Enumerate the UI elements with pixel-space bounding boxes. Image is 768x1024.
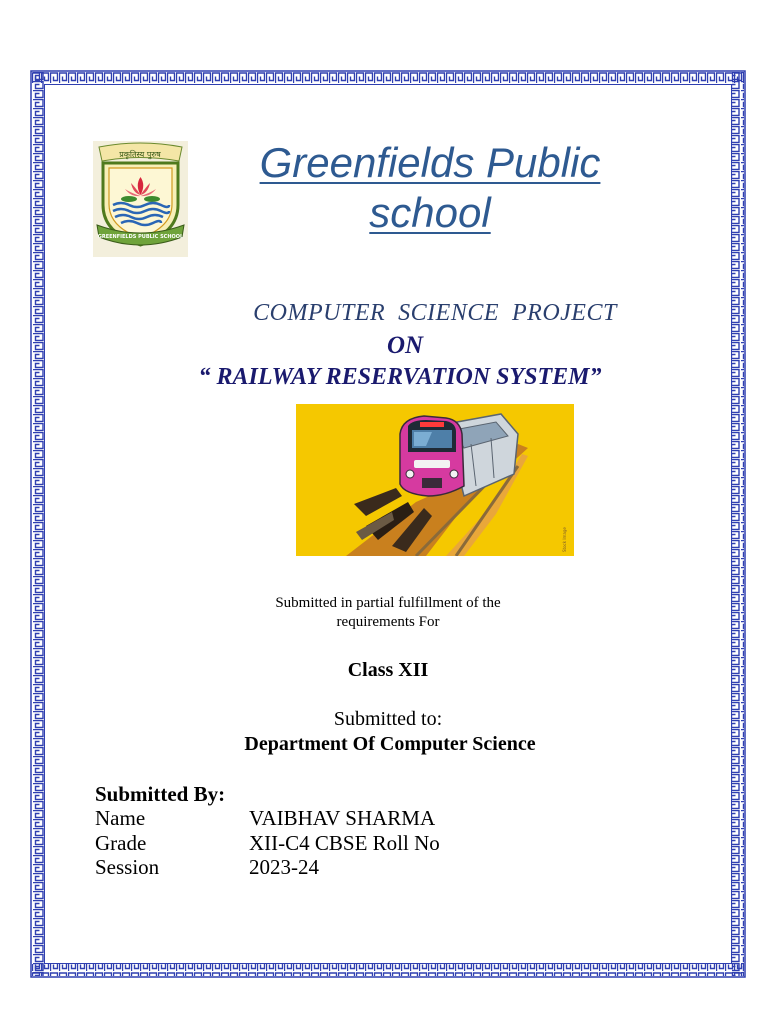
info-label: Grade [95,831,147,855]
student-info-row-grade [95,831,515,856]
project-heading: COMPUTER SCIENCE PROJECT [253,300,617,326]
info-label: Session [95,855,160,879]
project-title: “ RAILWAY RESERVATION SYSTEM” [198,364,602,390]
info-value: XII-C4 CBSE Roll No [249,831,440,855]
submission-note-line2: requirements For [336,614,440,630]
school-title [210,138,650,238]
svg-text:प्रकृतिस्य पुरुष: प्रकृतिस्य पुरुष [119,150,161,159]
info-label: Name [95,806,146,830]
project-on: ON [386,332,424,359]
student-info-row-name [95,806,515,831]
submitted-by-heading: Submitted By: [95,782,226,806]
submission-note-line1: Submitted in partial fulfillment of the [275,595,501,611]
class-label: Class XII [347,659,429,681]
info-value: 2023-24 [249,855,319,879]
school-title-line1: Greenfields Public [259,139,601,186]
school-title-line2: school [369,189,491,236]
svg-text:GREENFIELDS PUBLIC SCHOOL: GREENFIELDS PUBLIC SCHOOL [97,234,184,240]
svg-text:Stock Image: Stock Image [562,527,567,552]
school-crest-icon [93,141,188,257]
info-value: VAIBHAV SHARMA [249,806,436,830]
department-name: Department Of Computer Science [244,733,536,755]
metro-train-illustration [296,404,574,556]
submitted-to-label: Submitted to: [333,708,443,730]
student-info-row-session [95,855,515,880]
